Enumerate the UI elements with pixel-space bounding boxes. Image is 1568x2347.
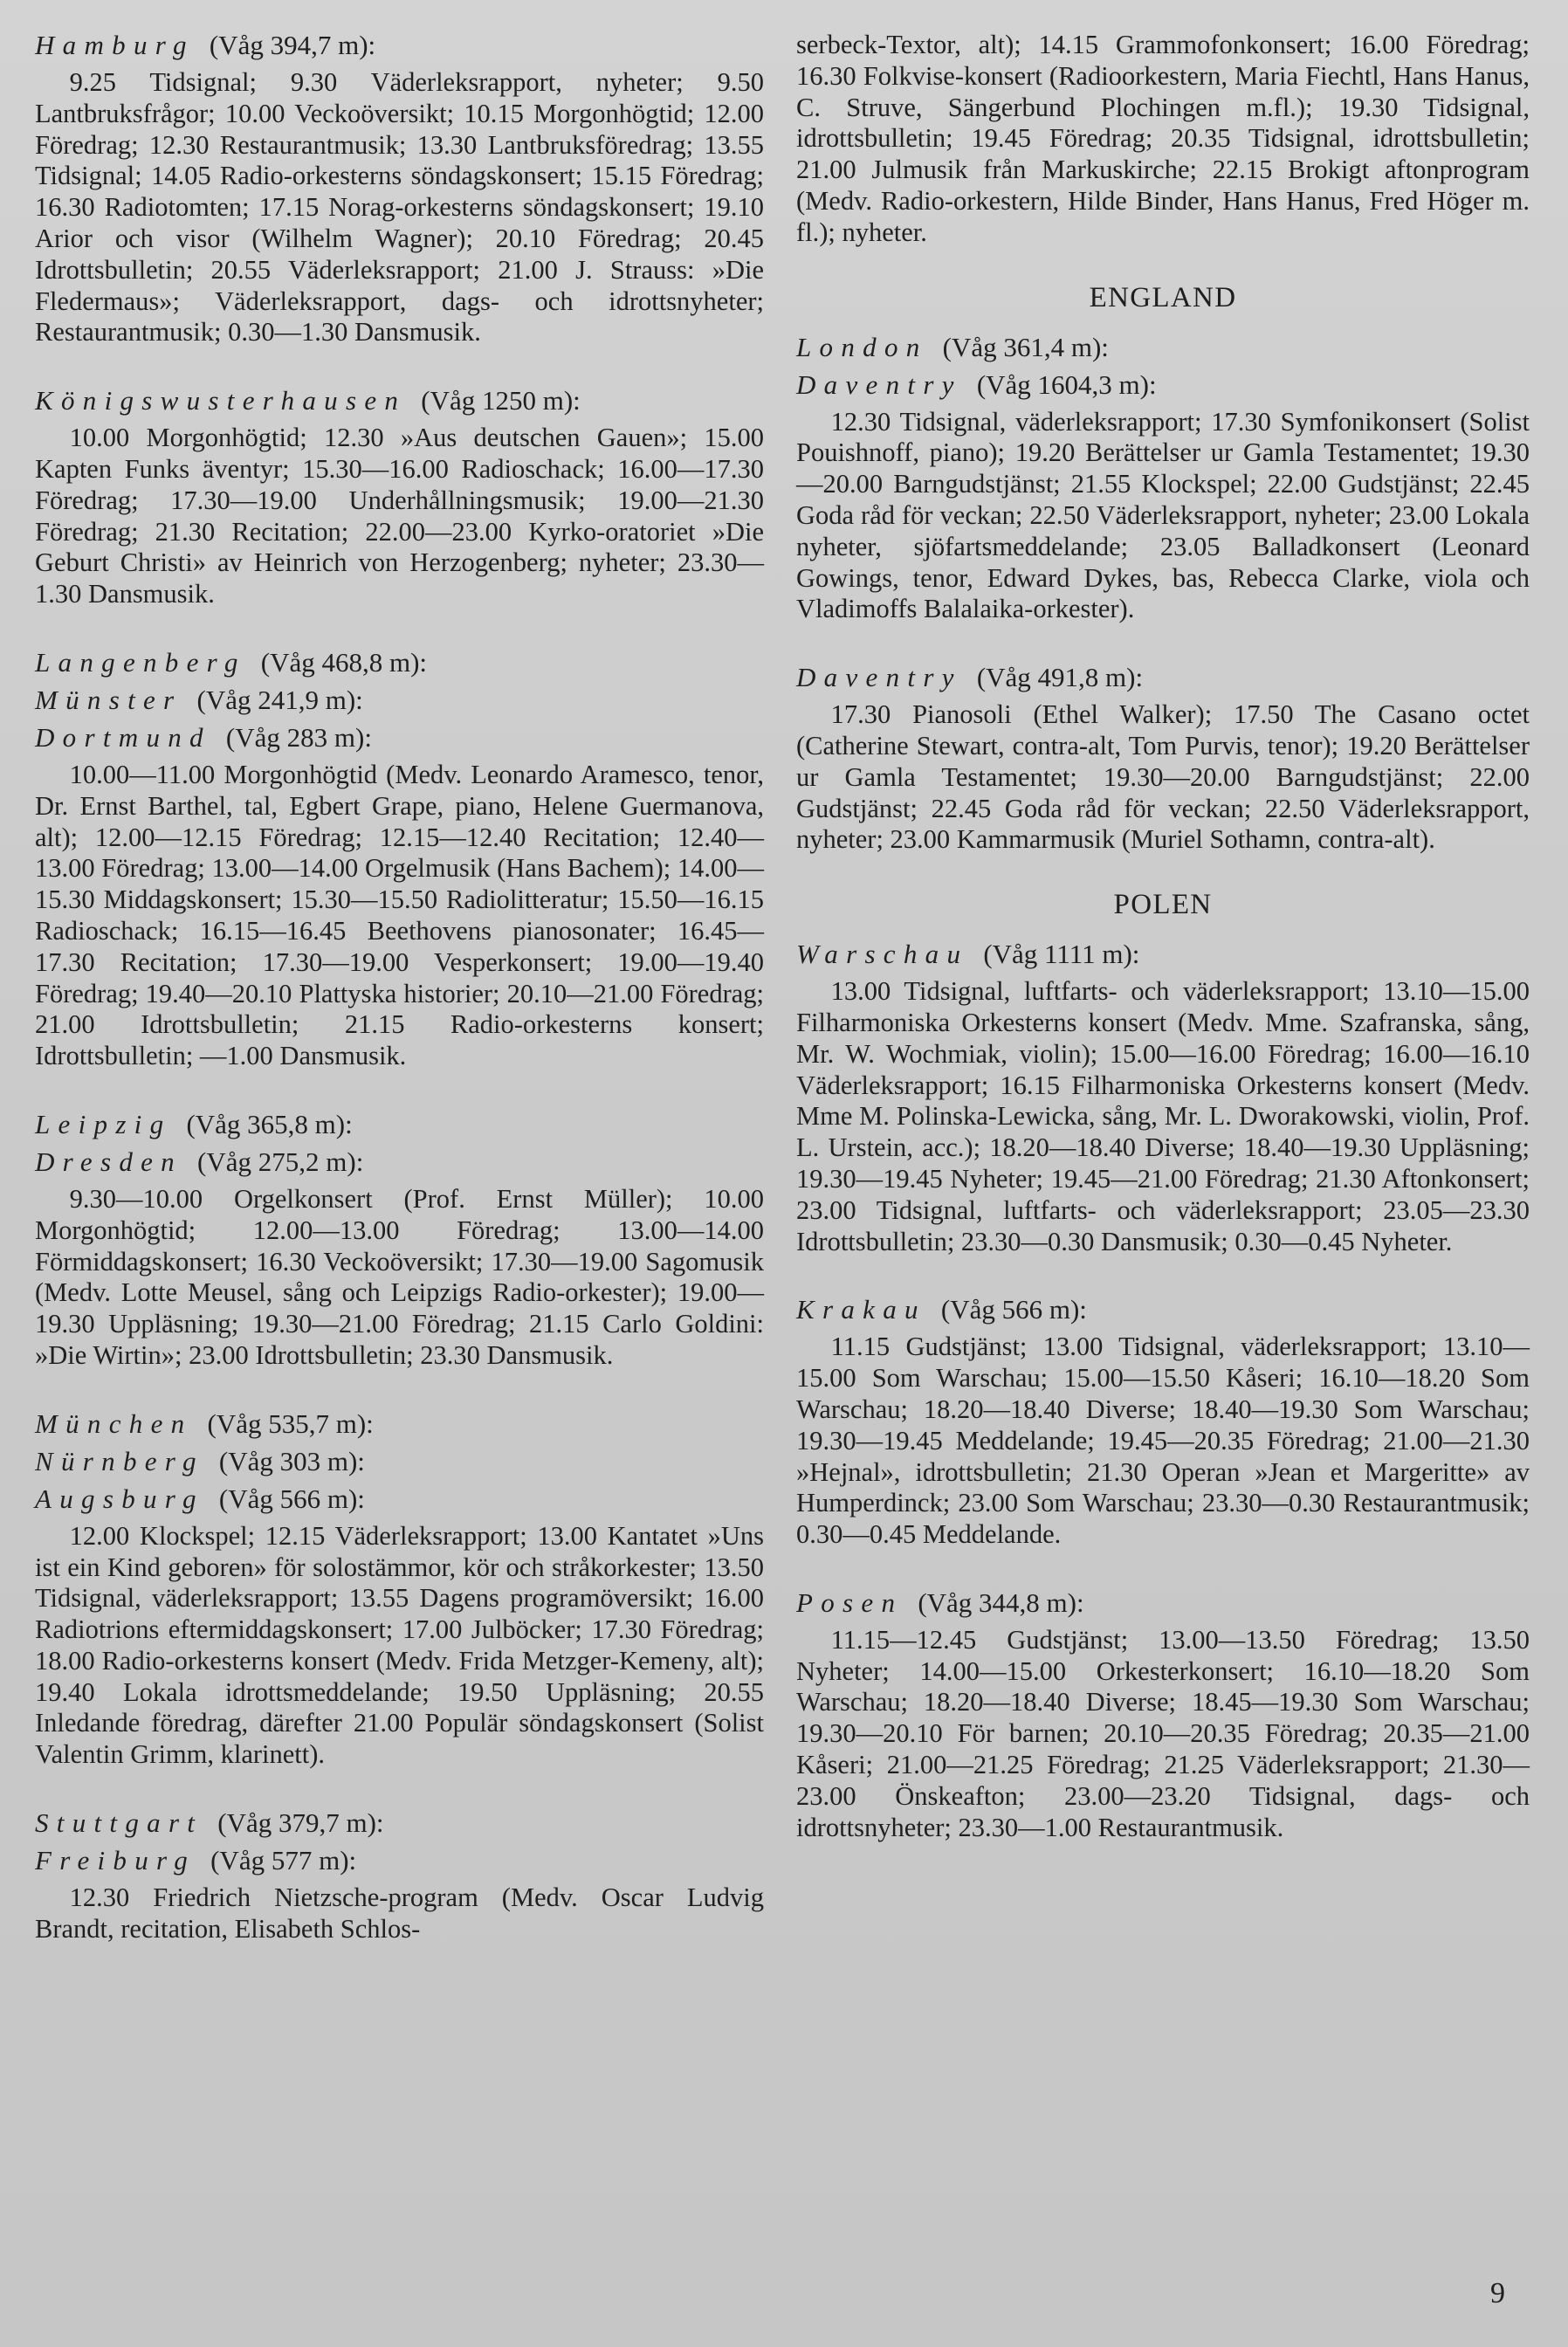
station-name: Hamburg [35,30,195,60]
station-wavelength: (Våg 283 m): [225,721,372,753]
station-section-stuttgart [35,1804,764,1945]
station-name: Augsburg [35,1483,204,1514]
station-heading [35,681,764,719]
station-heading [35,1804,764,1841]
station-heading [35,382,764,419]
station-name: Nürnberg [35,1445,204,1476]
station-section-krakau [796,1291,1530,1551]
station-heading [35,1143,764,1180]
station-name: Dresden [35,1146,182,1177]
program-text: 12.30 Friedrich Nietzsche-program (Medv. Oscar Ludvig Brandt, recitation, Elisabeth Schlos- [35,1882,764,1944]
station-wavelength: (Våg 566 m): [940,1294,1087,1325]
station-name: Warschau [796,939,969,970]
program-text: serbeck-Textor, alt); 14.15 Grammofonkonsert; 16.00 Föredrag; 16.30 Folkvise-konsert (Radioorkestern, Maria Fiechtl, Hans Hanus, C. Struve, Sängerbund Plochingen m.fl.); 19.30 Tidsignal, idrottsbulletin; 19.45 Föredrag; 20.35 Tidsignal, idrottsbulletin; 21.00 Julmusik från Markuskirche; 22.15 Brokigt aftonprogram (Medv. Radio-orkestern, Hilde Binder, Hans Hanus, Fred Höger m. fl.); nyheter. [796,30,1530,247]
station-heading [35,26,764,64]
program-text: 11.15 Gudstjänst; 13.00 Tidsignal, väderleksrapport; 13.10—15.00 Som Warschau; 15.00—15.50 Kåseri; 16.10—18.20 Som Warschau; 18.20—18.40 Diverse; 18.40—19.30 Som Warschau; 19.30—19.45 Meddelande; 19.45—20.35 Föredrag; 21.00—21.30 »Hejnal», idrottsbulletin; 21.30 Operan »Jean et Margeritte» av Humperdinck; 23.00 Som Warschau; 23.30—0.30 Restaurantmusik; 0.30—0.45 Meddelande. [796,1332,1530,1550]
station-heading [35,1442,764,1480]
station-wavelength: (Våg 365,8 m): [186,1108,353,1139]
page-number: 9 [1490,2277,1505,2309]
station-heading [796,1291,1530,1328]
station-name: Königswusterhausen [35,385,407,416]
right-column [796,26,1530,1876]
station-section-munchen [35,1405,764,1771]
station-section-leipzig [35,1105,764,1372]
station-wavelength: (Våg 241,9 m): [196,684,363,715]
station-section-warschau [796,935,1530,1257]
station-name: Stuttgart [35,1807,203,1839]
station-wavelength: (Våg 535,7 m): [207,1408,374,1439]
station-wavelength: (Våg 1604,3 m): [976,368,1157,400]
station-name: München [35,1408,193,1439]
station-heading [796,1584,1530,1621]
station-wavelength: (Våg 577 m): [210,1845,357,1876]
station-name: Freiburg [35,1845,196,1876]
country-heading-polen: POLEN [1113,889,1213,921]
station-wavelength: (Våg 303 m): [218,1445,365,1476]
station-wavelength: (Våg 379,7 m): [217,1807,384,1839]
program-text: 9.30—10.00 Orgelkonsert (Prof. Ernst Müller); 10.00 Morgonhögtid; 12.00—13.00 Föredrag; 13.00—14.00 Förmiddagskonsert; 16.30 Veckoöversikt; 17.30—19.00 Sagomusik (Medv. Lotte Meusel, sång och Leipzigs Radio-orkester); 19.00—19.30 Uppläsning; 19.30—21.00 Föredrag; 21.15 Carlo Goldini: »Die Wirtin»; 23.00 Idrottsbulletin; 23.30 Dansmusik. [35,1183,764,1370]
station-section-daventry [796,658,1530,856]
station-heading [35,644,764,681]
station-heading [35,1405,764,1442]
station-name: Leipzig [35,1108,172,1139]
station-heading [35,1841,764,1879]
station-wavelength: (Våg 468,8 m): [260,646,428,678]
station-name: Daventry [796,368,962,400]
station-section-konigswusterhausen [35,382,764,610]
station-heading [796,658,1530,696]
station-name: Posen [796,1586,904,1618]
station-heading [35,1480,764,1518]
program-text: 12.00 Klockspel; 12.15 Väderleksrapport; 13.00 Kantatet »Uns ist ein Kind geboren» för solostämmor, kör och stråkorkester; 13.50 Tidsignal, väderleksrapport; 13.55 Dagens programöversikt; 16.00 Radiotrions eftermiddagskonsert; 17.00 Julböcker; 17.30 Föredrag; 18.00 Radio-orkesterns konsert (Medv. Frida Metzger-Kemeny, alt); 19.40 Lokala idrottsmeddelande; 19.50 Uppläsning; 20.55 Inledande föredrag, därefter 21.00 Populär söndagskonsert (Solist Valentin Grimm, klarinett). [35,1520,764,1770]
continued-program [796,30,1530,249]
station-wavelength: (Våg 275,2 m): [197,1146,364,1177]
station-wavelength: (Våg 394,7 m): [209,30,376,60]
program-text: 10.00—11.00 Morgonhögtid (Medv. Leonardo Aramesco, tenor, Dr. Ernst Barthel, tal, Egbert Grape, piano, Helene Guermanova, alt); 12.00—12.15 Föredrag; 12.15—12.40 Recitation; 12.40—13.00 Föredrag; 13.00—14.00 Orgelmusik (Hans Bachem); 14.00—15.30 Middagskonsert; 15.30—15.50 Radiolitteratur; 15.50—16.15 Radioschack; 16.15—16.45 Beethovens pianosonater; 16.45—17.30 Recitation; 17.30—19.00 Vesperkonsert; 19.00—19.40 Föredrag; 19.40—20.10 Plattyska historier; 20.10—21.00 Föredrag; 21.00 Idrottsbulletin; 21.15 Radio-orkesterns konsert; Idrottsbulletin; —1.00 Dansmusik. [35,759,764,1071]
station-wavelength: (Våg 566 m): [218,1483,365,1514]
station-wavelength: (Våg 1111 m): [983,939,1140,970]
program-text: 9.25 Tidsignal; 9.30 Väderleksrapport, nyheter; 9.50 Lantbruksfrågor; 10.00 Veckoöversikt; 10.15 Morgonhögtid; 12.00 Föredrag; 12.30 Restaurantmusik; 13.30 Lantbruksföredrag; 13.55 Tidsignal; 14.05 Radio-orkesterns söndagskonsert; 15.15 Föredrag; 16.30 Radiotomten; 17.15 Norag-orkesterns söndagskonsert; 19.10 Arior och visor (Wilhelm Wagner); 20.10 Föredrag; 20.45 Idrottsbulletin; 20.55 Väderleksrapport; 21.00 J. Strauss: »Die Fledermaus»; Väderleksrapport, dags- och idrottsnyheter; Restaurantmusik; 0.30—1.30 Dansmusik. [35,67,764,348]
station-name: Dortmund [35,721,211,753]
station-wavelength: (Våg 344,8 m): [918,1586,1084,1618]
station-section-posen [796,1584,1530,1844]
program-text: 17.30 Pianosoli (Ethel Walker); 17.50 The Casano octet (Catherine Stewart, contra-alt, Tom Purvis, tenor); 19.20 Berättelser ur Gamla Testamentet; 19.30—20.00 Barngudstjänst; 22.00 Gudstjänst; 22.45 Goda råd för veckan; 22.50 Väderleksrapport, nyheter; 23.00 Kammarmusik (Muriel Sothamn, contra-alt). [796,699,1530,855]
station-heading [796,366,1530,403]
left-column [35,26,764,1979]
station-heading [796,935,1530,973]
station-name: Daventry [796,662,962,693]
station-wavelength: (Våg 491,8 m): [976,662,1144,693]
station-wavelength: (Våg 1250 m): [421,385,581,416]
station-name: London [796,331,928,362]
station-heading [796,328,1530,366]
country-heading-england: ENGLAND [1089,281,1237,313]
station-wavelength: (Våg 361,4 m): [942,331,1109,362]
program-text: 11.15—12.45 Gudstjänst; 13.00—13.50 Föredrag; 13.50 Nyheter; 14.00—15.00 Orkesterkonsert; 16.10—18.20 Som Warschau; 18.20—18.40 Diverse; 18.45—19.30 Som Warschau; 19.30—20.10 För barnen; 20.10—20.35 Föredrag; 20.35—21.00 Kåseri; 21.00—21.25 Föredrag; 21.25 Väderleksrapport; 21.30—23.00 Önskeafton; 23.00—23.20 Tidsignal, dags- och idrottsnyheter; 23.30—1.00 Restaurantmusik. [796,1624,1530,1842]
station-name: Langenberg [35,646,246,678]
program-text: 13.00 Tidsignal, luftfarts- och väderleksrapport; 13.10—15.00 Filharmoniska Orkesterns konsert (Medv. Mme. Szafranska, sång, Mr. W. Wochmiak, violin); 15.00—16.00 Föredrag; 16.00—16.10 Väderleksrapport; 16.15 Filharmoniska Orkesterns konsert (Medv. Mme M. Polinska-Lewicka, sång, Mr. L. Dworakowski, violin, Prof. L. Urstein, acc.); 18.20—18.40 Diverse; 18.40—19.30 Uppläsning; 19.30—19.45 Nyheter; 19.45—21.00 Föredrag; 21.30 Aftonkonsert; 23.00 Tidsignal, luftfarts- och väderleksrapport; 23.05—23.30 Idrottsbulletin; 23.30—0.30 Dansmusik; 0.30—0.45 Nyheter. [796,976,1530,1256]
station-section-london [796,328,1530,626]
program-text: 12.30 Tidsignal, väderleksrapport; 17.30 Symfonikonsert (Solist Pouishnoff, piano); 19.20 Berättelser ur Gamla Testamentet; 19.30—20.00 Barngudstjänst; 21.55 Klockspel; 22.00 Gudstjänst; 22.45 Goda råd för veckan; 22.50 Väderleksrapport, nyheter; 23.00 Lokala nyheter, sjöfartsmeddelande; 23.05 Balladkonsert (Leonard Gowings, tenor, Edward Dykes, bas, Rebecca Clarke, viola och Vladimoffs Balalaika-orkester). [796,406,1530,624]
station-section-hamburg [35,26,764,348]
station-name: Krakau [796,1294,926,1325]
program-text: 10.00 Morgonhögtid; 12.30 »Aus deutschen Gauen»; 15.00 Kapten Funks äventyr; 15.30—16.00 Radioschack; 16.00—17.30 Föredrag; 17.30—19.00 Underhållningsmusik; 19.00—21.30 Föredrag; 21.30 Recitation; 22.00—23.00 Kyrko-oratoriet »Die Geburt Christi» av Heinrich von Herzogenberg; nyheter; 23.30—1.30 Dansmusik. [35,423,764,609]
station-name: Münster [35,684,182,715]
station-section-langenberg [35,644,764,1072]
station-heading [35,1105,764,1143]
station-heading [35,719,764,756]
